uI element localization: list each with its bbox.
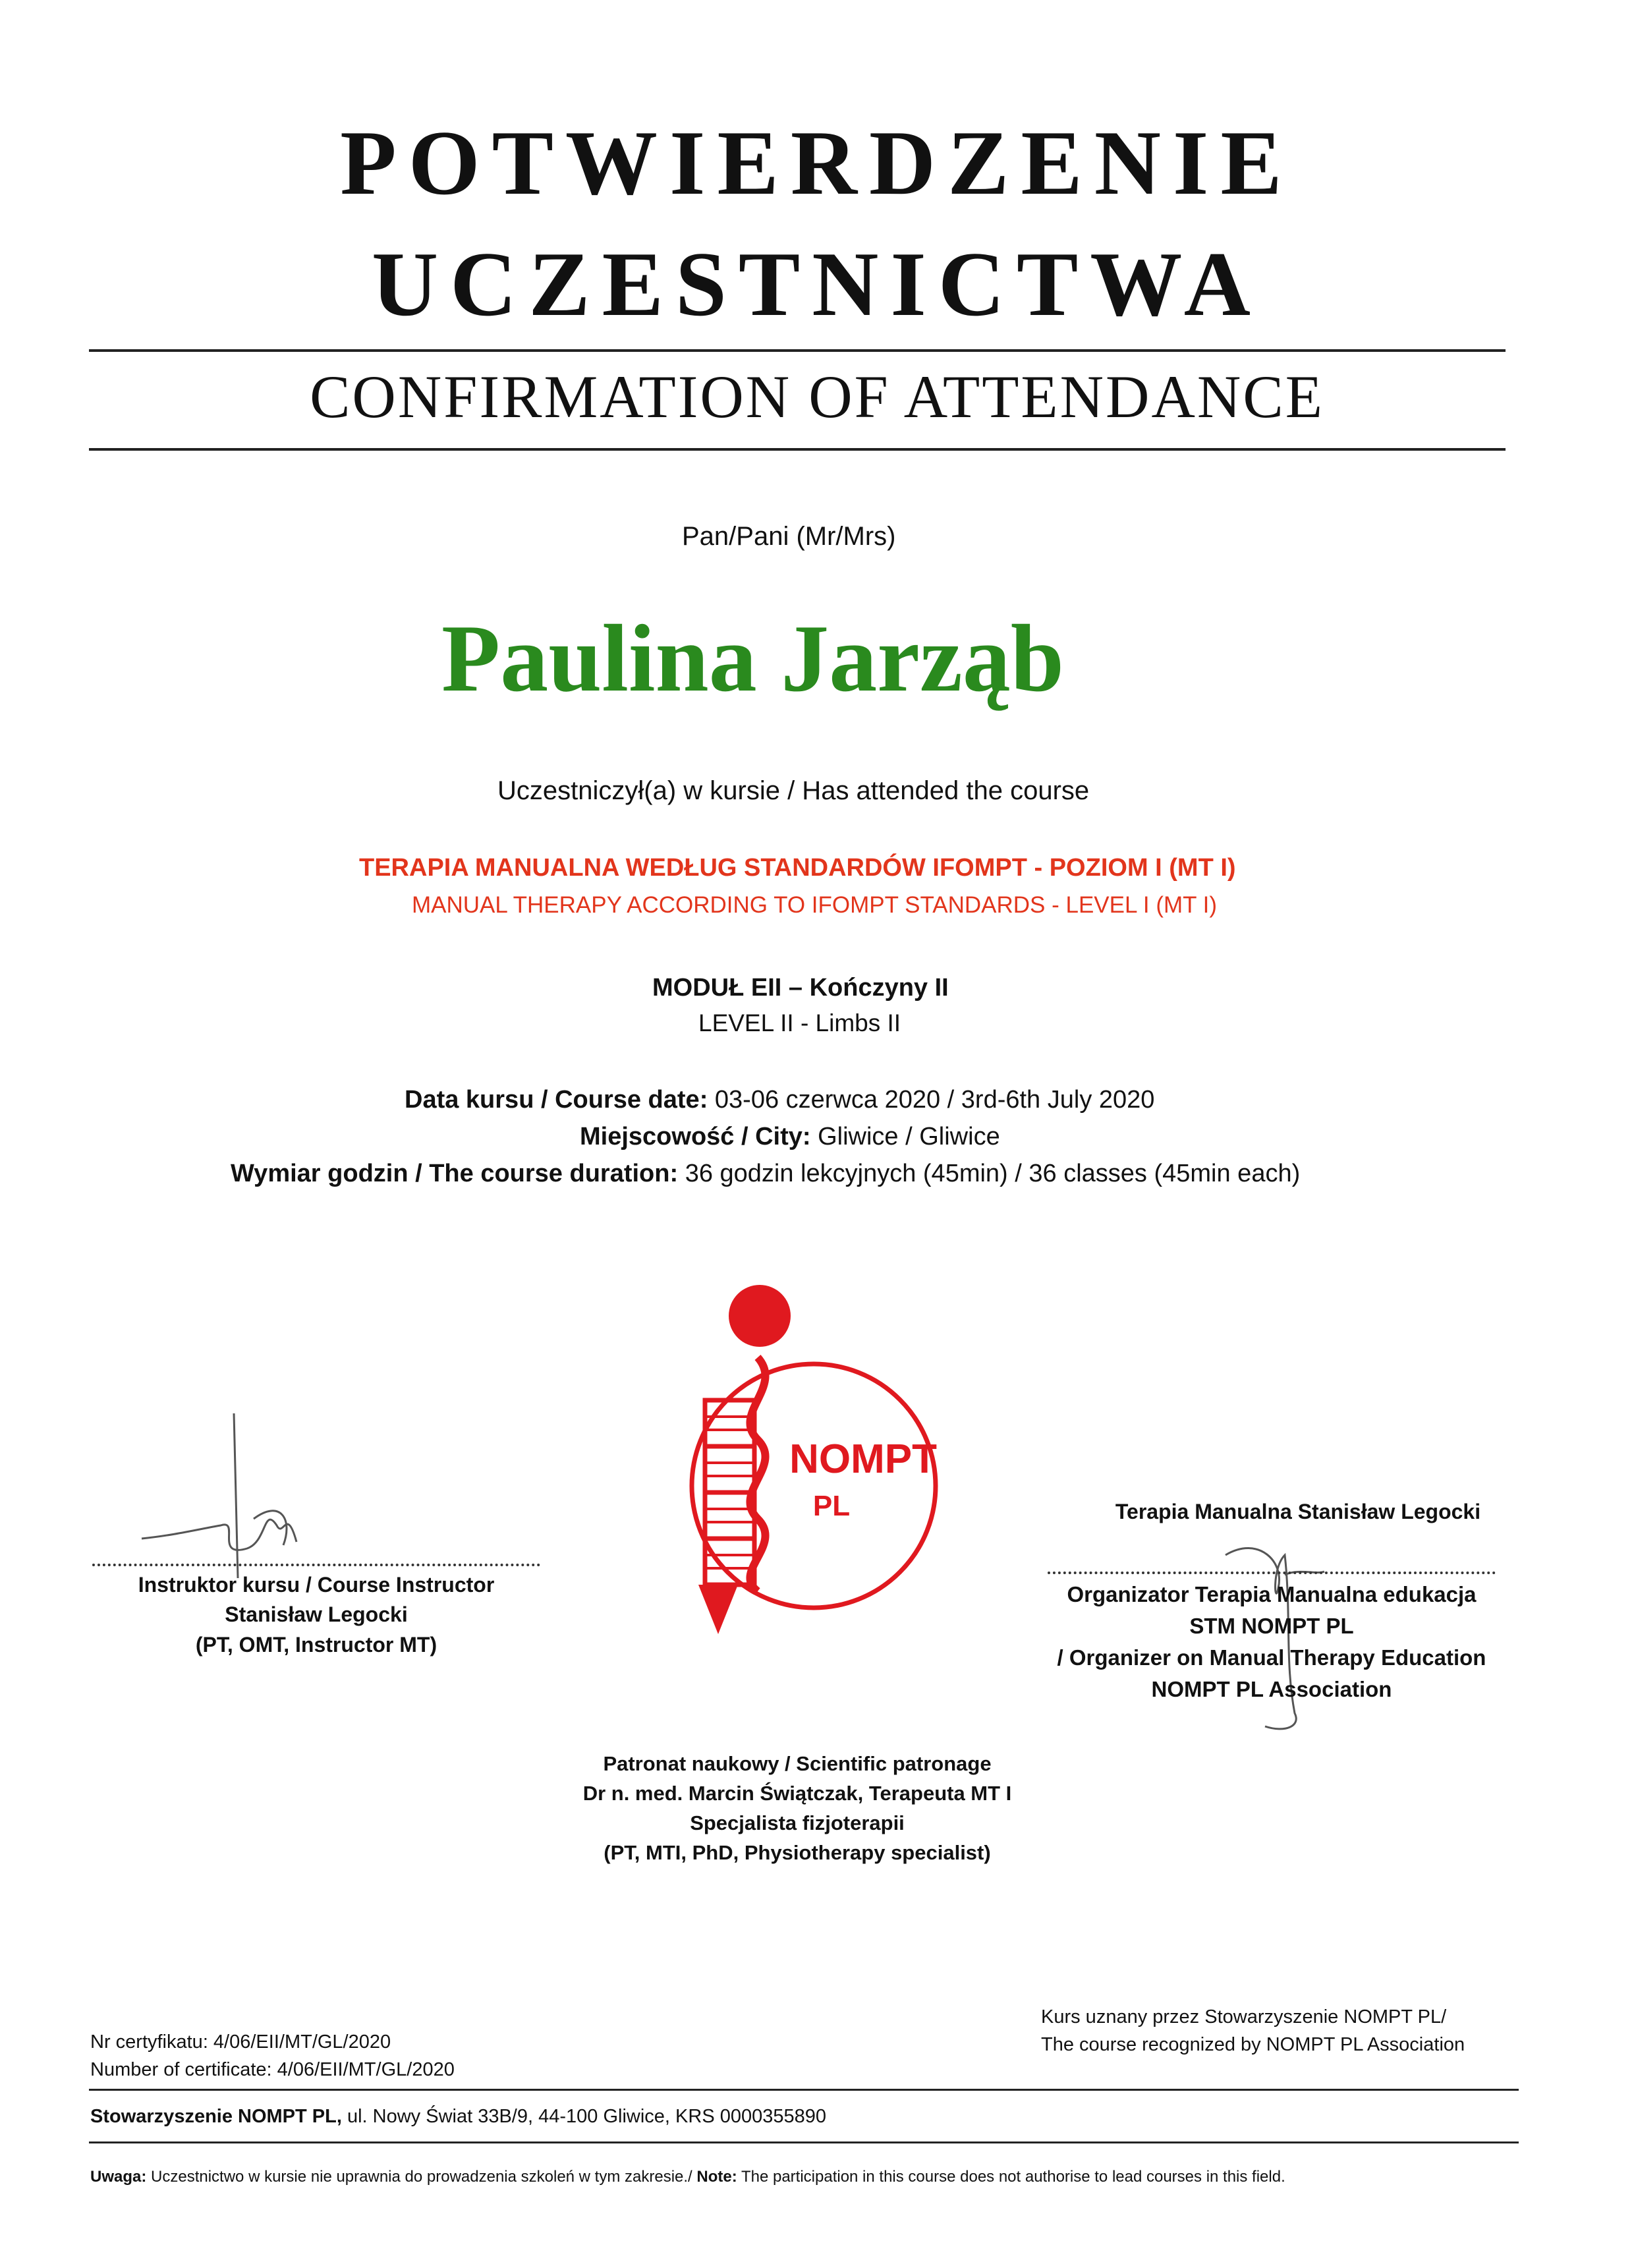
module-polish: MODUŁ EII – Kończyny II (652, 974, 949, 1002)
footer-note-label-en: Note: (696, 2168, 737, 2186)
footer-rule-top (89, 2089, 1519, 2091)
title-polish-line1: POTWIERDZENIE (340, 112, 1294, 214)
footer-address (90, 2106, 826, 2128)
logo-tip (698, 1585, 738, 1634)
recognition-polish: Kurs uznany przez Stowarzyszenie NOMPT PL/ (1041, 2006, 1447, 2027)
recognition-block (1041, 2003, 1465, 2058)
footer-rule-bottom (89, 2141, 1519, 2143)
course-city-value: Gliwice / Gliwice (810, 1123, 1000, 1150)
instructor-name: Stanisław Legocki (225, 1602, 408, 1627)
footer-note (90, 2168, 1285, 2186)
recognition-english: The course recognized by NOMPT PL Association (1041, 2034, 1465, 2056)
certificate-number-polish: Nr certyfikatu: 4/06/EII/MT/GL/2020 (90, 2031, 391, 2053)
course-date-label: Data kursu / Course date: (405, 1086, 708, 1114)
organizer-line4: NOMPT PL Association (1151, 1676, 1392, 1701)
patronage-credentials: (PT, MTI, PhD, Physiotherapy specialist) (604, 1840, 991, 1864)
footer-note-pl: Uczestnictwo w kursie nie uprawnia do prowadzenia szkoleń w tym zakresie./ (146, 2168, 697, 2186)
title-rule-top (89, 349, 1506, 352)
course-duration-value: 36 godzin lekcyjnych (45min) / 36 classes (45min each) (678, 1160, 1301, 1187)
footer-note-en: The participation in this course does not authorise to lead courses in this field. (737, 2168, 1285, 2186)
instructor-signature (135, 1407, 320, 1585)
course-city-label: Miejscowość / City: (580, 1123, 811, 1150)
logo-text-sub: PL (812, 1490, 851, 1522)
module-english: LEVEL II - Limbs II (698, 1009, 901, 1036)
patronage-title: Patronat naukowy / Scientific patronage (603, 1752, 992, 1775)
instructor-credentials: (PT, OMT, Instructor MT) (195, 1632, 437, 1657)
title-rule-bottom (89, 448, 1506, 451)
title-english: CONFIRMATION OF ATTENDANCE (310, 363, 1324, 430)
course-date (405, 1086, 1154, 1114)
course-duration (231, 1160, 1300, 1188)
course-city (580, 1123, 1000, 1151)
footer-org-address: ul. Nowy Świat 33B/9, 44-100 Gliwice, KRS 0000355890 (341, 2106, 827, 2127)
organizer-line3: / Organizer on Manual Therapy Education (1057, 1645, 1486, 1670)
course-title-polish: TERAPIA MANUALNA WEDŁUG STANDARDÓW IFOMPT - POZIOM I (MT I) (359, 854, 1236, 882)
title-polish-line2: UCZESTNICTWA (372, 233, 1262, 335)
footer-note-label-pl: Uwaga: (90, 2168, 147, 2186)
course-date-value: 03-06 czerwca 2020 / 3rd-6th July 2020 (708, 1086, 1155, 1114)
logo-text-main: NOMPT (789, 1436, 937, 1482)
organizer-signature-line (1048, 1572, 1496, 1574)
logo-dot (729, 1285, 791, 1347)
instructor-title: Instruktor kursu / Course Instructor (138, 1573, 495, 1597)
instructor-signature-line (92, 1564, 540, 1566)
participant-name: Paulina Jarząb (441, 605, 1065, 712)
certificate-number-english: Number of certificate: 4/06/EII/MT/GL/2020 (90, 2059, 455, 2081)
patronage-specialty: Specjalista fizjoterapii (690, 1811, 905, 1834)
organizer-line2: STM NOMPT PL (1189, 1613, 1354, 1638)
patronage-block (540, 1749, 1054, 1868)
attended-statement: Uczestniczył(a) w kursie / Has attended the course (497, 776, 1090, 805)
course-duration-label: Wymiar godzin / The course duration: (231, 1160, 679, 1187)
course-title-english: MANUAL THERAPY ACCORDING TO IFOMPT STANDARDS - LEVEL I (MT I) (412, 892, 1217, 918)
instructor-block (92, 1570, 540, 1660)
patronage-name: Dr n. med. Marcin Świątczak, Terapeuta MT I (582, 1781, 1012, 1805)
organizer-block (1028, 1579, 1515, 1705)
salutation: Pan/Pani (Mr/Mrs) (682, 522, 896, 551)
nompt-logo (652, 1282, 949, 1664)
organizer-line1: Organizator Terapia Manualna edukacja (1067, 1582, 1477, 1606)
certificate-number-block (90, 2028, 455, 2084)
footer-org-name: Stowarzyszenie NOMPT PL, (90, 2106, 342, 2127)
organizer-header: Terapia Manualna Stanisław Legocki (1115, 1500, 1481, 1523)
